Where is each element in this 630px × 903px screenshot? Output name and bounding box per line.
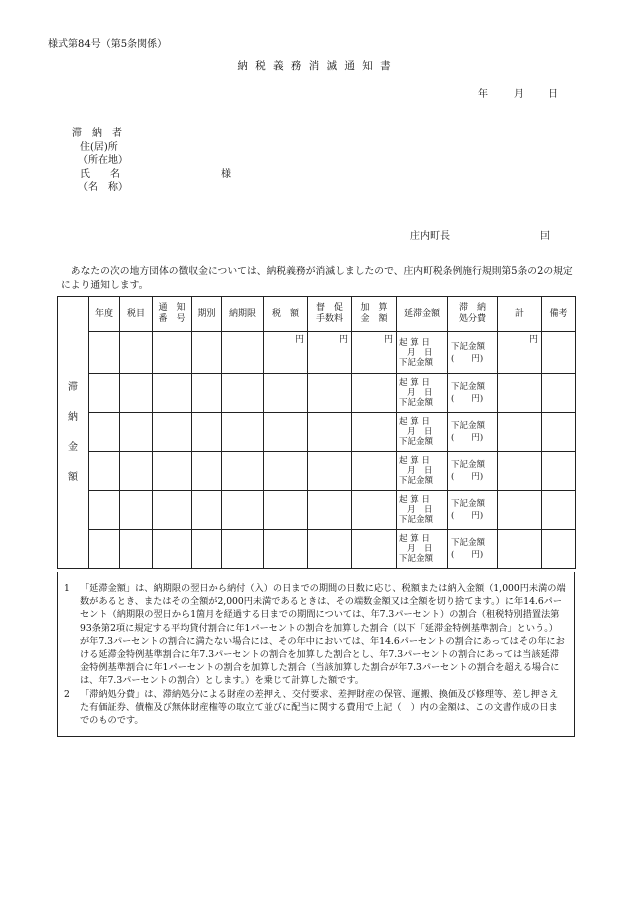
late-fee-entry: 起 算 日 月 日 下記金額 bbox=[397, 413, 448, 452]
table-row bbox=[58, 413, 576, 452]
header-additional-tax: 加 算 金 額 bbox=[352, 297, 397, 332]
address-label: 住(居)所 bbox=[80, 142, 118, 153]
side-label: 滞 納 金 額 bbox=[58, 297, 89, 569]
unit-yen: 円 bbox=[308, 332, 352, 374]
table-row bbox=[58, 374, 576, 413]
late-fee-entry: 起 算 日 月 日 下記金額 bbox=[397, 374, 448, 413]
note-item: 1 「延滞金額」は、納期限の翌日から納付（入）の日までの期間の日数に応じ、税額または納入金額（1,000円未満の端数があるとき、またはその全額が2,000円未満であるときは、その端数金額又は全額を切り捨てます。）に年14.6パーセント（納期限の翌日から1箇月を経過する日までの期間については、年7.3パーセント）の割合（租税特別措置法第93条第2項に規定する平均貸付割合に年1パーセントの割合を加算した割合（以下「延滞金特例基準割合」という。）が年7.3パーセントの割合に満たない場合には、その年中においては、年14.6パーセントの割合にあってはその年における延滞金特例基準割合に年7.3パーセントの割合を加算した割合とし、年7.3パーセントの割合にあっては当該延滞金特例基準割合に年1パーセントの割合を加算した割合（当該加算した割合が年7.3パーセントの割合を超える場合には、年7.3パーセントの割合）とします。）を乗じて計算した額です。 bbox=[64, 583, 566, 687]
header-tax-amount: 税 額 bbox=[264, 297, 308, 332]
note-text: 「延滞金額」は、納期限の翌日から納付（入）の日までの期間の日数に応じ、税額または納入金額（1,000円未満の端数があるとき、またはその全額が2,000円未満であるときは、その端数金額又は全額を切り捨てます。）に年14.6パーセント（納期限の翌日から1箇月を経過する日までの期間については、年7.3パーセント）の割合（租税特別措置法第93条第2項に規定する平均貸付割合に年1パーセントの割合を加算した割合（以下「延滞金特例基準割合」という。）が年7.3パーセントの割合に満たない場合には、その年中においては、年14.6パーセントの割合にあってはその年における延滞金特例基準割合に年7.3パーセントの割合を加算した割合とし、年7.3パーセントの割合にあっては当該延滞金特例基準割合に年1パーセントの割合を加算した割合（当該加算した割合が年7.3パーセントの割合を超える場合には、年7.3パーセントの割合）とします。）を乗じて計算した額です。 bbox=[80, 583, 566, 687]
late-fee-entry: 起 算 日 月 日 下記金額 bbox=[397, 530, 448, 569]
intro-text: あなたの次の地方団体の徴収金については、納税義務が消滅しましたので、庄内町税条例施行規則第5条の2の規定により通知します。 bbox=[61, 266, 573, 291]
unit-yen: 円 bbox=[264, 332, 308, 374]
document-title: 納 税 義 務 消 滅 通 知 書 bbox=[237, 60, 393, 72]
header-remarks: 備考 bbox=[542, 297, 576, 332]
header-total: 計 bbox=[498, 297, 542, 332]
date-month: 月 bbox=[514, 89, 524, 100]
date-day: 日 bbox=[548, 89, 558, 100]
header-due-date: 納期限 bbox=[222, 297, 264, 332]
disposition-entry: 下記金額 ( 円) bbox=[448, 491, 498, 530]
note-text: 「滞納処分費」は、滞納処分による財産の差押え、交付要求、差押財産の保管、運搬、換価及び修理等、差し押さえた有価証券、債権及び無体財産権等の取立て並びに配当に関する費用で上記（ ）内の金額は、この文書作成の日までのものです。 bbox=[80, 688, 559, 727]
header-year: 年度 bbox=[89, 297, 120, 332]
table-row bbox=[58, 452, 576, 491]
form-number: 様式第84号（第5条関係） bbox=[48, 39, 168, 50]
honorific: 様 bbox=[221, 169, 231, 180]
location-label: （所在地） bbox=[78, 155, 128, 166]
late-fee-entry: 起 算 日 月 日 下記金額 bbox=[397, 452, 448, 491]
table-row bbox=[58, 332, 576, 374]
unit-yen: 円 bbox=[498, 332, 542, 374]
issuer-seal: 囙 bbox=[540, 231, 550, 242]
header-late-fee: 延滞金額 bbox=[397, 297, 448, 332]
name-label: 氏 名 bbox=[80, 169, 120, 180]
disposition-entry: 下記金額 ( 円) bbox=[448, 374, 498, 413]
table-row bbox=[58, 491, 576, 530]
late-fee-entry: 起 算 日 月 日 下記金額 bbox=[397, 491, 448, 530]
name-alt-label: （名 称） bbox=[78, 182, 128, 193]
date-line bbox=[478, 85, 558, 100]
disposition-entry: 下記金額 ( 円) bbox=[448, 413, 498, 452]
date-year: 年 bbox=[478, 89, 488, 100]
disposition-entry: 下記金額 ( 円) bbox=[448, 452, 498, 491]
arrears-table bbox=[57, 296, 576, 569]
header-reminder-fee: 督 促 手数料 bbox=[308, 297, 352, 332]
note-item: 2 「滞納処分費」は、滞納処分による財産の差押え、交付要求、差押財産の保管、運搬、換価及び修理等、差し押さえた有価証券、債権及び無体財産権等の取立て並びに配当に関する費用で上記（ ）内の金額は、この文書作成の日までのものです。 bbox=[64, 688, 566, 728]
notes-box bbox=[57, 572, 575, 737]
issuer-title: 庄内町長 bbox=[410, 231, 450, 242]
header-tax-item: 税目 bbox=[120, 297, 153, 332]
header-period: 期別 bbox=[192, 297, 222, 332]
disposition-entry: 下記金額 ( 円) bbox=[448, 332, 498, 374]
header-disposition-fee: 滞 納 処分費 bbox=[448, 297, 498, 332]
taxpayer-label: 滞 納 者 bbox=[72, 128, 122, 139]
unit-yen: 円 bbox=[352, 332, 397, 374]
header-notice-no: 通 知 番 号 bbox=[153, 297, 192, 332]
table-row bbox=[58, 530, 576, 569]
late-fee-entry: 起 算 日 月 日 下記金額 bbox=[397, 332, 448, 374]
disposition-entry: 下記金額 ( 円) bbox=[448, 530, 498, 569]
